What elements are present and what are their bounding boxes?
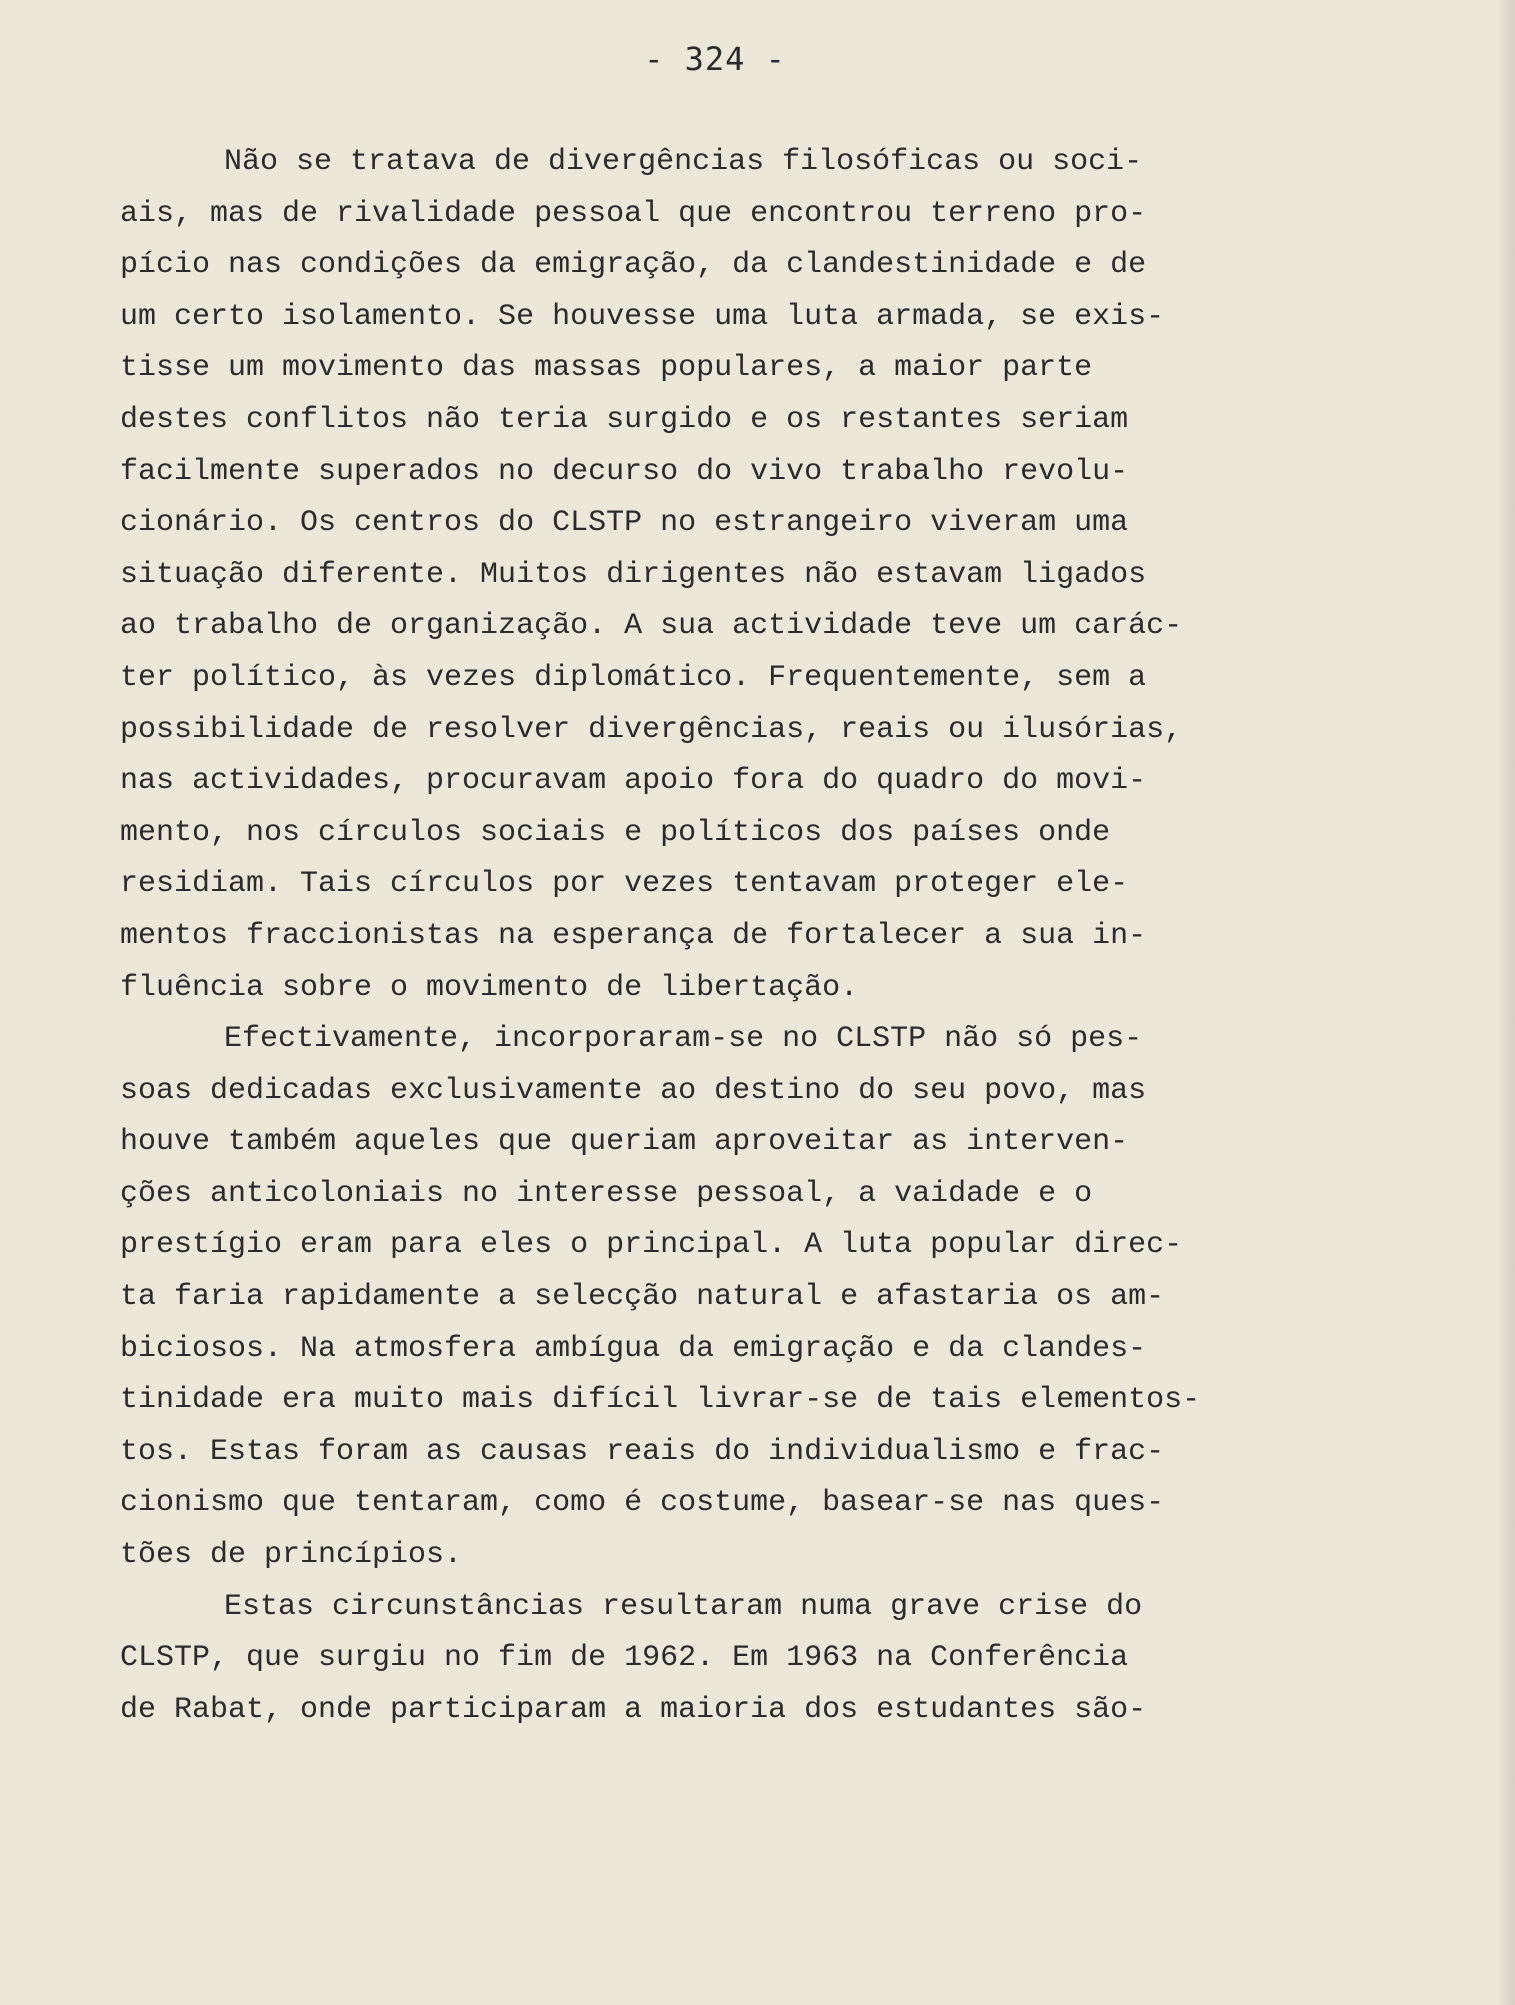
- text-line: ta faria rapidamente a selecção natural e afastaria os am-: [120, 1280, 1165, 1315]
- text-line: mento, nos círculos sociais e políticos dos países onde: [120, 815, 1111, 850]
- text-line: Não se tratava de divergências filosóficas ou soci-: [224, 145, 1143, 179]
- body-text: [120, 137, 1410, 1736]
- text-line: CLSTP, que surgiu no fim de 1962. Em 1963 na Conferência: [120, 1641, 1129, 1676]
- text-line: ais, mas de rivalidade pessoal que encontrou terreno pro-: [120, 196, 1147, 231]
- text-line: um certo isolamento. Se houvesse uma luta armada, se exis-: [120, 299, 1165, 334]
- text-line: mentos fraccionistas na esperança de fortalecer a sua in-: [120, 918, 1147, 953]
- text-line: cionário. Os centros do CLSTP no estrangeiro viveram uma: [120, 506, 1129, 541]
- text-line: pício nas condições da emigração, da clandestinidade e de: [120, 248, 1147, 283]
- text-line: Estas circunstâncias resultaram numa grave crise do: [224, 1589, 1143, 1624]
- text-line: ções anticoloniais no interesse pessoal, a vaidade e o: [120, 1176, 1093, 1211]
- text-line: situação diferente. Muitos dirigentes não estavam ligados: [120, 557, 1147, 592]
- text-line: de Rabat, onde participaram a maioria dos estudantes são-: [120, 1692, 1147, 1727]
- text-line: fluência sobre o movimento de libertação.: [120, 970, 859, 1005]
- text-line: tos. Estas foram as causas reais do individualismo e frac-: [120, 1434, 1165, 1469]
- text-line: facilmente superados no decurso do vivo trabalho revolu-: [120, 454, 1129, 489]
- text-line: houve também aqueles que queriam aproveitar as interven-: [120, 1125, 1129, 1160]
- text-line: Efectivamente, incorporaram-se no CLSTP não só pes-: [224, 1022, 1143, 1057]
- text-line: possibilidade de resolver divergências, reais ou ilusórias,: [120, 712, 1183, 747]
- text-line: tisse um movimento das massas populares, a maior parte: [120, 351, 1093, 386]
- text-line: biciosos. Na atmosfera ambígua da emigração e da clandes-: [120, 1331, 1147, 1366]
- text-line: nas actividades, procuravam apoio fora do quadro do movi-: [120, 764, 1147, 799]
- text-line: prestígio eram para eles o principal. A luta popular direc-: [120, 1228, 1183, 1263]
- page-number: - 324 -: [644, 40, 786, 78]
- text-line: tões de princípios.: [120, 1538, 463, 1573]
- text-line: ao trabalho de organização. A sua actividade teve um carác-: [120, 609, 1183, 644]
- text-line: residiam. Tais círculos por vezes tentavam proteger ele-: [120, 867, 1129, 902]
- page-edge-shadow: [1497, 0, 1515, 2005]
- text-line: cionismo que tentaram, como é costume, basear-se nas ques-: [120, 1486, 1165, 1521]
- text-line: ter político, às vezes diplomático. Frequentemente, sem a: [120, 660, 1147, 695]
- text-line: soas dedicadas exclusivamente ao destino do seu povo, mas: [120, 1073, 1147, 1108]
- text-line: destes conflitos não teria surgido e os restantes seriam: [120, 402, 1129, 437]
- text-line: tinidade era muito mais difícil livrar-se de tais elementos-: [120, 1383, 1201, 1418]
